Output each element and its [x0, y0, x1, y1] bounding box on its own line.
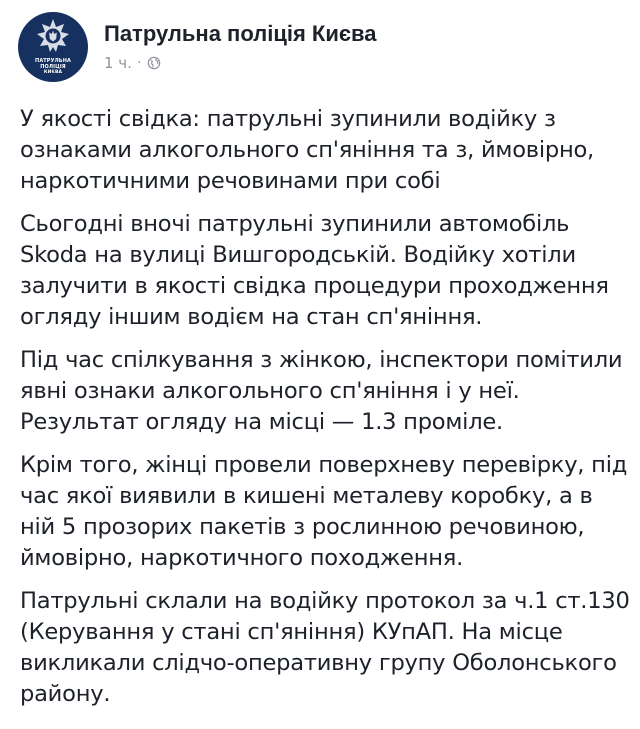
avatar-caption-line-2: ПОЛІЦІЯ — [40, 64, 66, 70]
post-line: Патрульні склали на водійку протокол за ч.1 ст.130 — [20, 588, 630, 614]
post-body — [20, 104, 630, 722]
page-name-link[interactable]: Патрульна поліція Києва — [104, 21, 377, 46]
meta-separator: · — [136, 55, 142, 71]
post-line: ознаками алкогольного сп'яніння та з, ймовірно, — [20, 137, 594, 163]
post-line: Під час спілкування з жінкою, інспектори помітили — [20, 347, 623, 373]
post-line: Результат огляду на місці — 1.3 проміле. — [20, 409, 503, 435]
page-avatar[interactable] — [18, 12, 88, 82]
post-line: викликали слідчо-оперативну групу Оболонського — [20, 650, 617, 676]
post-line: Сьогодні вночі патрульні зупинили автомобіль — [20, 211, 570, 237]
post-line: Крім того, жінці провели поверхневу перевірку, під — [20, 452, 628, 478]
post-timestamp[interactable]: 1 ч. — [104, 54, 132, 72]
avatar-caption-line-1: ПАТРУЛЬНА — [35, 58, 71, 64]
avatar-caption-line-3: КИЄВА — [43, 70, 63, 75]
post-paragraph-5 — [20, 586, 630, 710]
post-line: залучити в якості свідка процедури проходження — [20, 273, 609, 299]
post-line: ній 5 прозорих пакетів з рослинною речовиною, — [20, 514, 585, 540]
post-line: (Керування у стані сп'яніння) КУпАП. На місце — [20, 619, 563, 645]
post-line: явні ознаки алкогольного сп'яніння і у неї. — [20, 378, 520, 404]
post-line: час якої виявили в кишені металеву коробку, а в — [20, 483, 593, 509]
post-line: Skoda на вулиці Вишгородській. Водійку хотіли — [20, 242, 576, 268]
post-meta — [104, 53, 161, 73]
post-paragraph-2 — [20, 209, 626, 333]
post-header — [18, 12, 618, 82]
globe-icon[interactable] — [147, 56, 161, 70]
post-paragraph-1 — [20, 104, 626, 197]
post-line: ймовірно, наркотичного походження. — [20, 545, 464, 571]
post-line: огляду іншим водієм на стан сп'яніння. — [20, 304, 483, 330]
post-line: району. — [20, 681, 111, 707]
post-line: наркотичними речовинами при собі — [20, 168, 441, 194]
post-paragraph-4 — [20, 450, 626, 574]
post-line: У якості свідка: патрульні зупинили водійку з — [20, 106, 556, 132]
post-paragraph-3 — [20, 345, 626, 438]
